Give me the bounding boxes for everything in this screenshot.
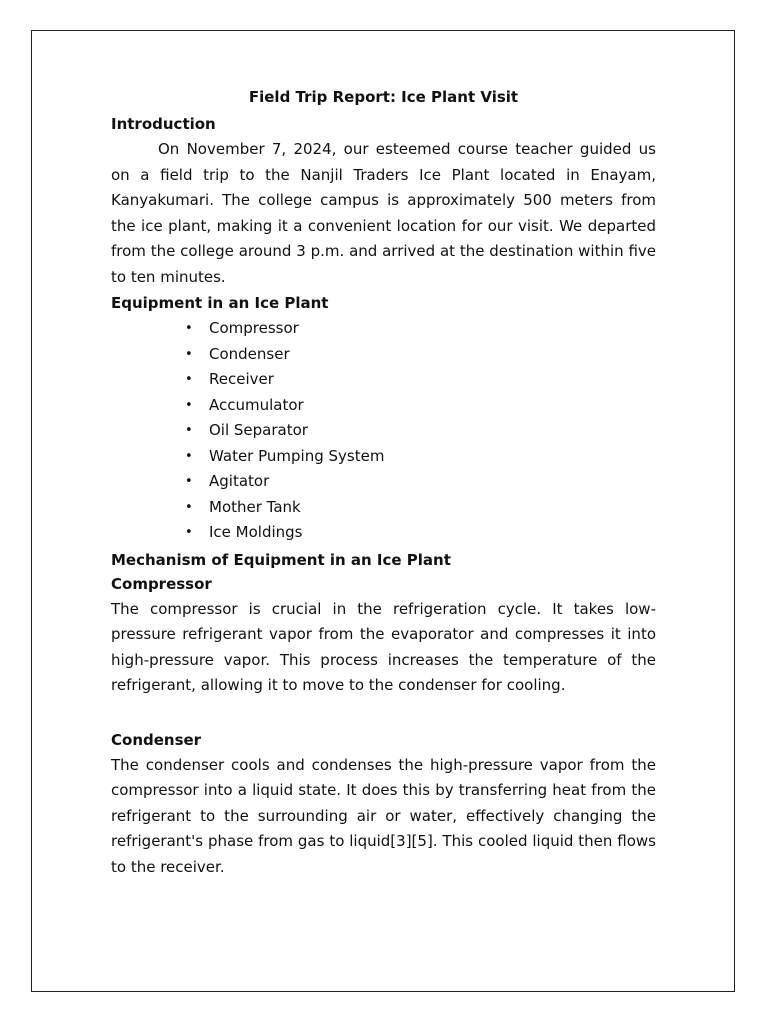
introduction-heading: Introduction <box>111 115 216 133</box>
condenser-paragraph: The condenser cools and condenses the high-pressure vapor from the compressor into a liquid state. It does this by transferring heat from the refrigerant to the surrounding air or water, effectively changing the refrigerant's phase from gas to liquid[3][5]. This cooled liquid then flows to the receiver. <box>111 755 656 876</box>
mechanism-heading: Mechanism of Equipment in an Ice Plant <box>111 550 451 569</box>
equipment-item-oil-separator <box>111 418 656 444</box>
equipment-item-receiver <box>111 367 656 393</box>
compressor-heading: Compressor <box>111 574 212 593</box>
introduction-paragraph: On November 7, 2024, our esteemed course teacher guided us on a field trip to the Nanjil Traders Ice Plant located in Enayam, Kanyakumari. The college campus is approximately 500 meters from the ice plant, making it a convenient location for our visit. We departed from the college around 3 p.m. and arrived at the destination within five to ten minutes. <box>111 140 656 286</box>
condenser-heading: Condenser <box>111 730 202 749</box>
bullet-icon: • <box>185 372 193 387</box>
list-item-label: Accumulator <box>209 395 304 414</box>
equipment-item-water-pumping-system <box>111 444 656 470</box>
bullet-icon: • <box>185 474 193 489</box>
document-body <box>111 86 656 882</box>
bullet-icon: • <box>185 499 193 515</box>
equipment-item-accumulator <box>111 393 656 419</box>
list-item-label: Water Pumping System <box>209 446 385 465</box>
bullet-icon: • <box>185 346 193 362</box>
equipment-list <box>111 316 656 546</box>
report-title: Field Trip Report: Ice Plant Visit <box>248 88 519 106</box>
equipment-item-agitator <box>111 469 656 495</box>
equipment-item-ice-moldings <box>111 520 656 546</box>
compressor-paragraph: The compressor is crucial in the refrigeration cycle. It takes low-pressure refrigerant vapor from the evaporator and compresses it into high-pressure vapor. This process increases the temperature of the refrigerant, allowing it to move to the condenser for cooling. <box>111 599 656 694</box>
list-item-label: Receiver <box>209 370 274 388</box>
list-item-label: Mother Tank <box>209 497 301 516</box>
list-item-label: Agitator <box>209 472 270 490</box>
bullet-icon: • <box>185 397 193 413</box>
equipment-heading: Equipment in an Ice Plant <box>111 294 329 312</box>
bullet-icon: • <box>185 423 193 438</box>
list-item-label: Ice Moldings <box>209 523 303 541</box>
equipment-item-compressor <box>111 316 656 342</box>
bullet-icon: • <box>185 321 193 336</box>
equipment-item-mother-tank <box>111 495 656 521</box>
list-item-label: Condenser <box>209 344 290 363</box>
list-item-label: Compressor <box>209 319 299 337</box>
bullet-icon: • <box>185 525 193 540</box>
list-item-label: Oil Separator <box>209 421 308 439</box>
equipment-item-condenser <box>111 342 656 368</box>
bullet-icon: • <box>185 448 193 464</box>
section-spacer <box>111 701 656 729</box>
